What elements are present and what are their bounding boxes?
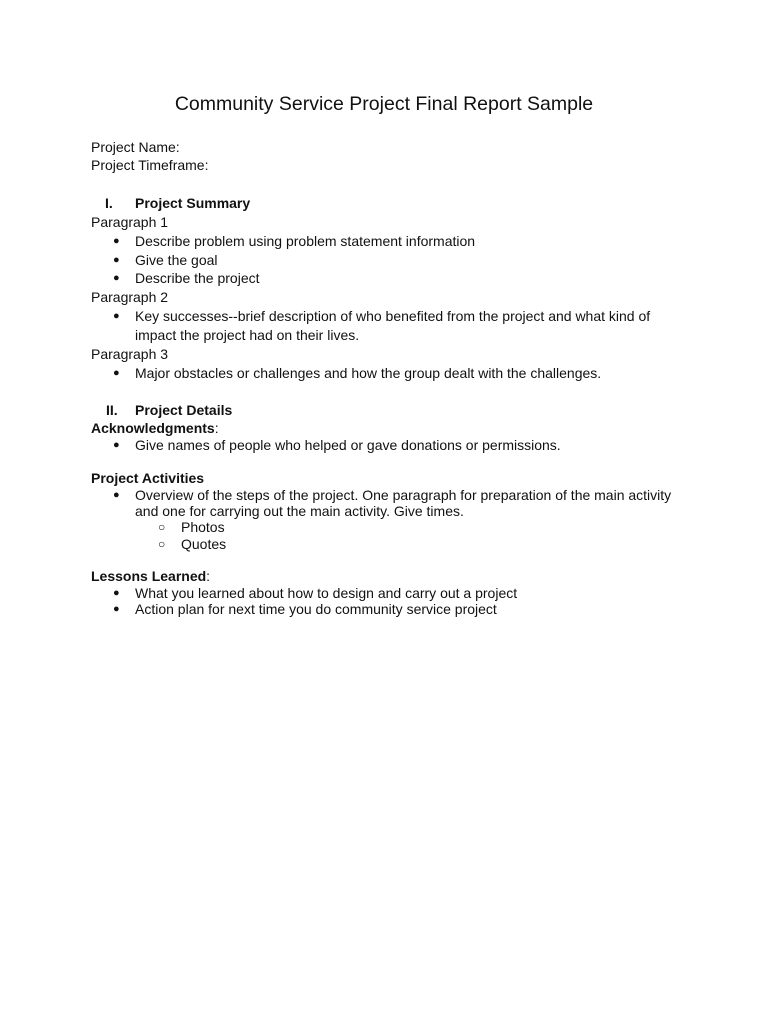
list-item-line-1: Overview of the steps of the project. One paragraph for preparation of the main activity [135,487,672,503]
paragraph-1-label: Paragraph 1 [91,214,169,230]
bullet-icon: ● [113,235,120,247]
bullet-icon: ● [113,587,120,599]
sub-bullet-icon: ○ [158,537,166,551]
bullet-icon: ● [113,310,120,322]
section-1-numeral: I. [105,195,113,211]
list-item-line-2: impact the project had on their lives. [135,327,360,343]
section-2-numeral: II. [106,402,118,418]
bullet-icon: ● [113,254,120,266]
paragraph-3-label: Paragraph 3 [91,346,169,362]
section-2-heading: Project Details [135,402,233,418]
sub-list-item: Quotes [181,536,227,552]
list-item: Give names of people who helped or gave donations or permissions. [135,437,561,453]
list-item: Action plan for next time you do community service project [135,601,497,617]
project-activities-heading: Project Activities [91,470,205,486]
list-item: Give the goal [135,252,218,268]
bullet-icon: ● [113,439,120,451]
project-timeframe-label: Project Timeframe: [91,157,209,173]
project-name-label: Project Name: [91,139,180,155]
paragraph-2-label: Paragraph 2 [91,289,169,305]
list-item: Describe problem using problem statement information [135,233,476,249]
document-title: Community Service Project Final Report Sample [174,93,594,115]
bullet-icon: ● [113,603,120,615]
lessons-learned-label: Lessons Learned [91,568,207,584]
list-item-line-1: Key successes--brief description of who benefited from the project and what kind of [135,308,651,324]
section-1-heading: Project Summary [135,195,251,211]
sub-list-item: Photos [181,519,225,535]
acknowledgments-label: Acknowledgments [91,420,215,436]
acknowledgments-heading [91,420,219,437]
lessons-learned-colon: : [206,568,211,584]
bullet-icon: ● [113,489,120,501]
bullet-icon: ● [113,272,120,284]
list-item: What you learned about how to design and carry out a project [135,585,518,601]
list-item: Describe the project [135,270,260,286]
acknowledgments-colon: : [214,420,219,436]
sub-bullet-icon: ○ [158,520,166,534]
list-item-line-2: and one for carrying out the main activity. Give times. [135,503,464,519]
lessons-learned-heading [91,568,210,585]
bullet-icon: ● [113,367,120,379]
list-item: Major obstacles or challenges and how the group dealt with the challenges. [135,365,602,381]
